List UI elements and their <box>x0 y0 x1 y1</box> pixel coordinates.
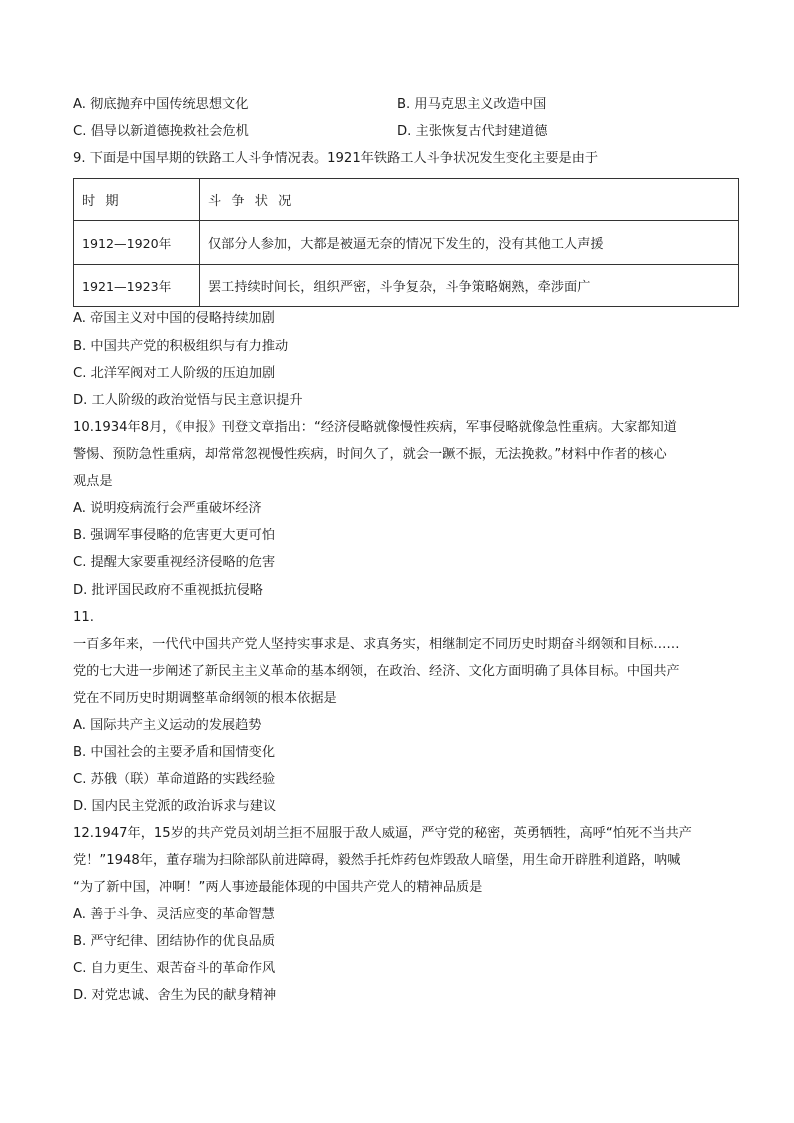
q10-option-b: B. 强调军事侵略的危害更大更可怕 <box>73 528 276 543</box>
q10-option-d: D. 批评国民政府不重视抵抗侵略 <box>73 583 263 598</box>
table-header-period: 时 期 <box>74 179 200 221</box>
q8-option-c: C. 倡导以新道德挽救社会危机 <box>73 124 249 139</box>
q12-option-d: D. 对党忠诚、舍生为民的献身精神 <box>73 988 277 1003</box>
q12-option-b: B. 严守纪律、团结协作的优良品质 <box>73 934 276 949</box>
q8-option-b: B. 用马克思主义改造中国 <box>397 97 547 112</box>
q10-option-c: C. 提醒大家要重视经济侵略的危害 <box>73 555 276 570</box>
table-header-row <box>74 179 739 221</box>
table-row <box>74 265 739 307</box>
q9-option-a: A. 帝国主义对中国的侵略持续加剧 <box>73 311 275 326</box>
q10-stem-line: 观点是 <box>73 474 113 489</box>
table-row <box>74 221 739 265</box>
q11-stem-line: 党在不同历史时期调整革命纲领的根本依据是 <box>73 691 337 706</box>
table-cell-status: 罢工持续时间长，组织严密，斗争复杂，斗争策略娴熟，牵涉面广 <box>200 265 739 307</box>
q11-option-a: A. 国际共产主义运动的发展趋势 <box>73 718 262 733</box>
q11-stem-line: 党的七大进一步阐述了新民主主义革命的基本纲领，在政治、经济、文化方面明确了具体目标。中国共产 <box>73 664 680 679</box>
q8-option-a: A. 彻底抛弃中国传统思想文化 <box>73 97 249 112</box>
q12-stem-line: “为了新中国，冲啊！”两人事迹最能体现的中国共产党人的精神品质是 <box>73 880 483 895</box>
table-cell-period: 1912—1920年 <box>74 221 200 265</box>
q9-table <box>73 178 739 307</box>
q11-option-d: D. 国内民主党派的政治诉求与建议 <box>73 799 277 814</box>
q10-stem-line: 警惕、预防急性重病，却常常忽视慢性疾病，时间久了，就会一蹶不振，无法挽救。”材料中作者的核心 <box>73 447 667 462</box>
q11-option-c: C. 苏俄（联）革命道路的实践经验 <box>73 772 276 787</box>
q11-number: 11. <box>73 610 94 625</box>
q10-stem-line: 10.1934年8月，《申报》刊登文章指出：“经济侵略就像慢性疾病，军事侵略就像急性重病。大家都知道 <box>73 420 677 435</box>
q9-option-c: C. 北洋军阀对工人阶级的压迫加剧 <box>73 366 276 381</box>
q12-option-c: C. 自力更生、艰苦奋斗的革命作风 <box>73 961 276 976</box>
q11-option-b: B. 中国社会的主要矛盾和国情变化 <box>73 745 276 760</box>
table-header-status: 斗 争 状 况 <box>200 179 739 221</box>
q12-stem-line: 12.1947年，15岁的共产党员刘胡兰拒不屈服于敌人威逼，严守党的秘密，英勇牺牲，高呼“怕死不当共产 <box>73 826 692 841</box>
q12-option-a: A. 善于斗争、灵活应变的革命智慧 <box>73 907 275 922</box>
q8-option-d: D. 主张恢复古代封建道德 <box>397 124 548 139</box>
table-cell-period: 1921—1923年 <box>74 265 200 307</box>
q9-stem: 9. 下面是中国早期的铁路工人斗争情况表。1921年铁路工人斗争状况发生变化主要是由于 <box>73 151 599 166</box>
q12-stem-line: 党！”1948年，董存瑞为扫除部队前进障碍，毅然手托炸药包炸毁敌人暗堡，用生命开辟胜利道路，呐喊 <box>73 853 681 868</box>
table-cell-status: 仅部分人参加，大都是被逼无奈的情况下发生的，没有其他工人声援 <box>200 221 739 265</box>
q11-stem-line: 一百多年来，一代代中国共产党人坚持实事求是、求真务实，相继制定不同历史时期奋斗纲领和目标…… <box>73 637 680 652</box>
q9-option-d: D. 工人阶级的政治觉悟与民主意识提升 <box>73 393 303 408</box>
q10-option-a: A. 说明疫病流行会严重破坏经济 <box>73 501 262 516</box>
q9-option-b: B. 中国共产党的积极组织与有力推动 <box>73 339 289 354</box>
